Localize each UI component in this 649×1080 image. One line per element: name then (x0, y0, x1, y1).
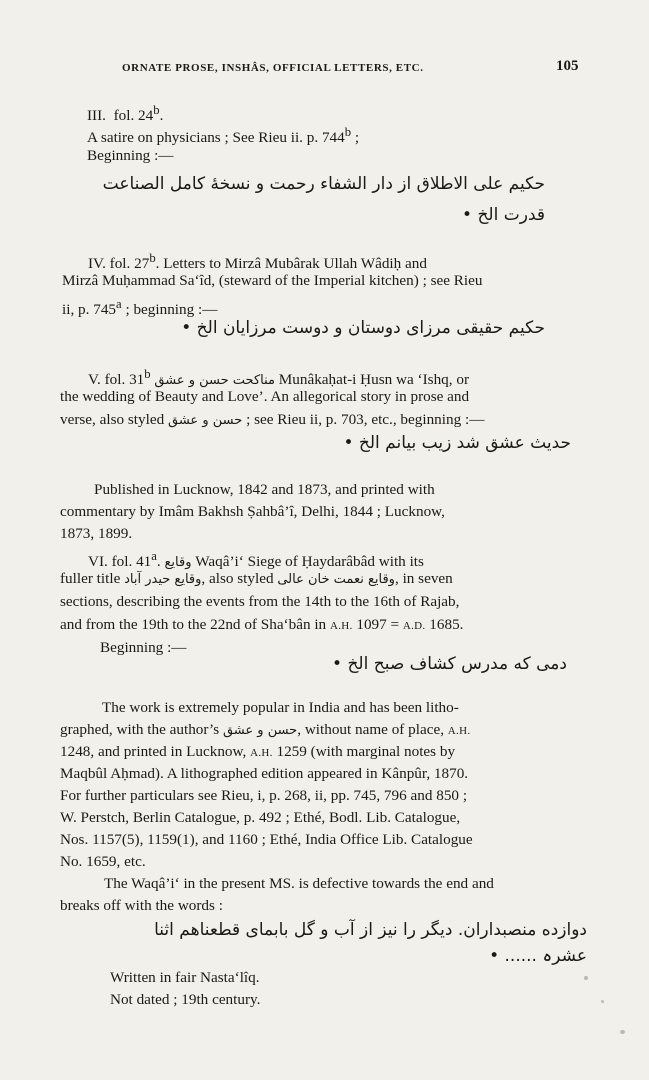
work-line-6: W. Perstch, Berlin Catalogue, p. 492 ; Ethé, Bodl. Lib. Catalogue, (60, 809, 461, 826)
work-line-7: Nos. 1157(5), 1159(1), and 1160 ; Ethé, India Office Lib. Catalogue (60, 831, 473, 848)
work-line-5: For further particulars see Rieu, i, p. 268, ii, pp. 745, 796 and 850 ; (60, 787, 468, 804)
paper-spot (601, 1000, 604, 1003)
entry-3-description: A satire on physicians ; See Rieu ii. p. 744$^b$ ; (87, 125, 360, 147)
entry-6-line-3: sections, describing the events from the 14th to the 16th of Rajab, (60, 593, 460, 610)
entry-6-line-2: fuller title وقایع حیدر آباد, also styled وقایع نعمت خان عالی, in seven (60, 570, 453, 587)
entry-4-line-1: IV. fol. 27$^b$. Letters to Mirzâ Mubârak Ullah Wâdiḥ and (88, 251, 427, 273)
work-line-3: 1248, and printed in Lucknow, A.H. 1259 (with marginal notes by (60, 743, 456, 760)
entry-5-line-1: V. fol. 31$^b$ مناکحت حسن و عشق Munâkaḥat-i Ḥusn wa ‘Ishq, or (88, 367, 470, 389)
page-header (0, 58, 649, 80)
entry-3-arabic-line-1: حکیم علی الاطلاق از دار الشفاء رحمت و نسخهٔ کامل الصناعت (102, 174, 545, 194)
defective-arabic-line-1: دوازده منصبداران. دیگر را نیز از آب و گل بابمای قطعناهم اثنا (154, 920, 587, 940)
running-head: ORNATE PROSE, INSHÂS, OFFICIAL LETTERS, ETC. (122, 62, 424, 74)
defective-arabic-line-2: عشرہ ...... • (489, 946, 587, 966)
entry-4-arabic: حکیم حقیقی مرزای دوستان و دوست مرزایان الخ • (181, 318, 545, 338)
script-note: Written in fair Nasta‘lîq. (110, 969, 260, 986)
entry-5-line-3: verse, also styled حسن و عشق ; see Rieu ii, p. 703, etc., beginning :— (60, 411, 485, 428)
page-number: 105 (556, 58, 579, 74)
entry-3-arabic-line-2: قدرت الخ • (462, 205, 545, 225)
entry-5-arabic: حدیث عشق شد زیب بیانم الخ • (343, 433, 571, 453)
defective-line-1: The Waqâ’i‘ in the present MS. is defective towards the end and (104, 875, 494, 892)
entry-3-beginning-label: Beginning :— (87, 147, 174, 164)
entry-3-heading: III. fol. 24$^b$. (87, 103, 164, 125)
entry-6-line-4: and from the 19th to the 22nd of Sha‘bân in A.H. 1097 = A.D. 1685. (60, 616, 464, 633)
defective-line-2: breaks off with the words : (60, 897, 223, 914)
entry-4-line-2: Mirzâ Muḥammad Sa‘îd, (steward of the Imperial kitchen) ; see Rieu (62, 272, 483, 289)
paper-spot (620, 1030, 625, 1034)
entry-5-line-2: the wedding of Beauty and Love’. An allegorical story in prose and (60, 388, 470, 405)
paper-spot (584, 976, 588, 980)
entry-4-line-3: ii, p. 745$^a$ ; beginning :— (62, 297, 218, 319)
entry-6-line-1: VI. fol. 41$^a$. وقایع Waqâ’i‘ Siege of Ḥaydarâbâd with its (88, 549, 424, 571)
published-line-2: commentary by Imâm Bakhsh Ṣahbâ’î, Delhi, 1844 ; Lucknow, (60, 503, 445, 520)
work-line-4: Maqbûl Aḥmad). A lithographed edition appeared in Kânpûr, 1870. (60, 765, 469, 782)
published-line-3: 1873, 1899. (60, 525, 133, 542)
work-line-8: No. 1659, etc. (60, 853, 146, 870)
work-line-1: The work is extremely popular in India and has been litho- (102, 699, 459, 716)
entry-6-beginning-label: Beginning :— (100, 639, 187, 656)
date-note: Not dated ; 19th century. (110, 991, 261, 1008)
entry-6-arabic: دمی که مدرس کشاف صبح الخ • (332, 654, 567, 674)
published-line-1: Published in Lucknow, 1842 and 1873, and printed with (94, 481, 435, 498)
work-line-2: graphed, with the author’s حسن و عشق, without name of place, A.H. (60, 721, 471, 738)
